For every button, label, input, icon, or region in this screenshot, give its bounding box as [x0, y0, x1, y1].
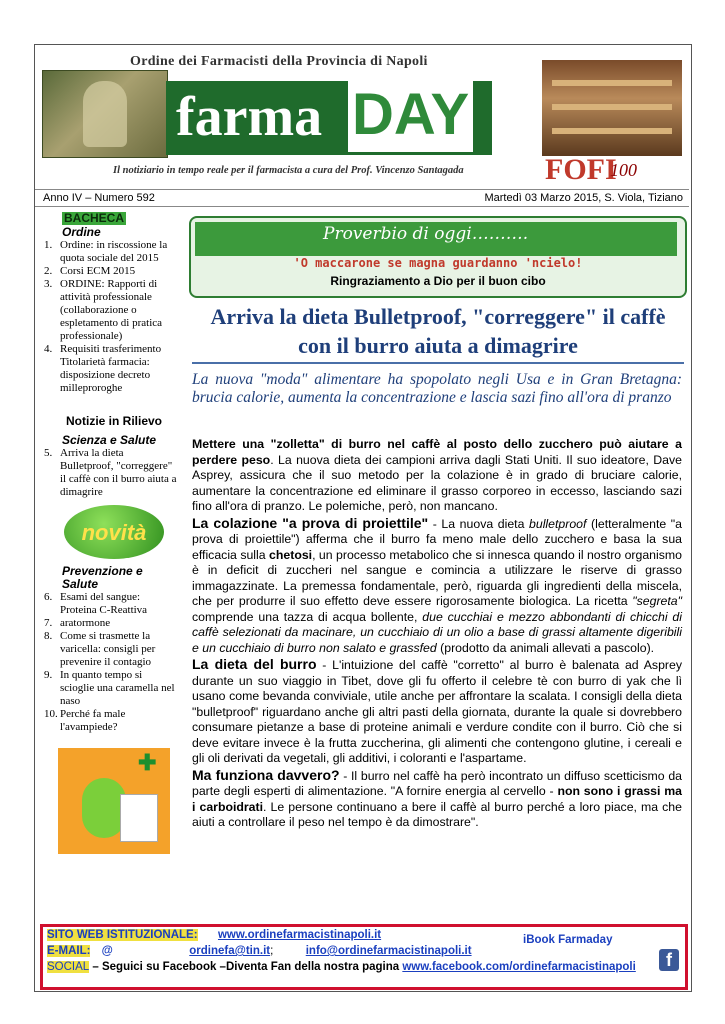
- proverbio-title: Proverbio di oggi……….: [323, 224, 529, 244]
- sito-link[interactable]: www.ordinefarmacistinapoli.it: [217, 929, 382, 941]
- list-item[interactable]: 10. Perché fa male l'avampiede?: [44, 708, 126, 733]
- proverbio-thanks: Ringraziamento a Dio per il buon cibo: [330, 274, 546, 288]
- list-item[interactable]: 3. ORDINE: Rapporti di attività professionale (collaborazione o espletamento di pratica professionale): [44, 278, 163, 342]
- subhead-colazione: La colazione "a prova di proiettile": [192, 514, 429, 531]
- social-label: SOCIAL: [47, 961, 90, 973]
- paragraph-4: Ma funziona davvero? - Il burro nel caffè ha però incontrato un diffuso scetticismo da parte degli esperti di alimentazione. "A fornire energia al cervello - non sono i grassi ma i carboidrati. Le persone continuano a bere il caffè al burro perché a loro piace, ma che aiuti a controllare il peso nel tempo è da dimostrare".: [192, 766, 683, 829]
- list-item[interactable]: 1. Ordine: in riscossione la quota sociale del 2015: [44, 239, 168, 264]
- list-item[interactable]: 5. Arriva la dieta Bulletproof, "correggere" il caffè con il burro aiuta a dimagrire: [44, 447, 177, 498]
- proverbio-box: [189, 216, 687, 298]
- list-item[interactable]: 4. Requisiti trasferimento Titolarietà farmacia: disposizione decreto milleproroghe: [44, 343, 162, 394]
- email-link-1[interactable]: ordinefa@tin.it: [189, 945, 271, 957]
- list-item[interactable]: 9. In quanto tempo si scioglie una caramella nel naso: [44, 669, 175, 707]
- paragraph-3: La dieta del burro - L'intuizione del caffè "corretto" al burro è balenata ad Asprey durante un suo viaggio in Tibet, dove gli fu offerto il celebre tè con burro di yak che lì usano come bevanda conviviale, utile anche per affrontare la scalata. I consigli della dieta "bulletproof" riguardano anche gli altri pasti della giornata, durante la quale si dovrebbero consumare pietanze a base di proteine animali e verdure condite con il burro. Ciò che si deve evitare invece è la frutta zuccherina, gli alimenti che contengono glutine, i cereali e gli oli derivati da vegetali, gli additivi, i coloranti e l'aspartame.: [192, 656, 682, 765]
- at-icon: @: [101, 945, 113, 957]
- scienza-list: [38, 447, 178, 499]
- fofi-100-logo: 100: [610, 160, 637, 180]
- prevenzione-list: [38, 591, 178, 734]
- email-label: E-MAIL:: [47, 945, 91, 957]
- issue-info-bar: [35, 189, 689, 207]
- social-text: – Seguici su Facebook –Diventa Fan della nostra pagina: [89, 961, 403, 973]
- brand-day: DAY: [348, 78, 473, 152]
- ibook-link[interactable]: iBook Farmaday: [523, 934, 613, 946]
- issue-number: Anno IV – Numero 592: [43, 192, 155, 204]
- subhead-funziona: Ma funziona davvero?: [192, 766, 340, 783]
- pharmacy-cross-icon: ✚: [138, 750, 157, 775]
- footer-box: SITO WEB ISTITUZIONALE: www.ordinefarmacistinapoli.it iBook Farmaday E-MAIL: @ ordinefa@tin.it; info@ordinefarmacistinapoli.it SOCIAL – Seguici su Facebook –Diventa Fan della nostra pagina www.facebook.com/ordinefarmacistinapoli f: [40, 924, 688, 990]
- facebook-icon[interactable]: f: [659, 949, 679, 971]
- headline-rule: [192, 362, 684, 364]
- bacheca-title: BACHECA: [64, 211, 124, 225]
- fofi-logo: FOFI: [545, 153, 617, 186]
- prevenzione-heading: Prevenzione e Salute: [62, 564, 143, 591]
- list-item[interactable]: 6. Esami del sangue: Proteina C-Reattiva: [44, 591, 148, 616]
- proverbio-quote: 'O maccarone se magna guardanno 'ncielo!: [293, 256, 583, 270]
- order-seal-logo: [42, 70, 168, 158]
- masthead-subtitle: Il notiziario in tempo reale per il farmacista a cura del Prof. Vincenzo Santagada: [113, 165, 464, 176]
- org-name: Ordine dei Farmacisti della Provincia di Napoli: [130, 54, 428, 69]
- article-deck: La nuova "moda" alimentare ha spopolato negli Usa e in Gran Bretagna: brucia calorie, aumenta la concentrazione e lascia sazi fino all'ora di pranzo: [192, 371, 682, 406]
- scienza-heading: Scienza e Salute: [62, 433, 157, 447]
- issue-date: Martedì 03 Marzo 2015, S. Viola, Tiziano: [484, 192, 683, 204]
- list-item[interactable]: 8. Come si trasmette la varicella: consigli per prevenire il contagio: [44, 630, 156, 668]
- article-body: [192, 437, 682, 832]
- subhead-dieta-burro: La dieta del burro: [192, 656, 317, 672]
- article-headline: Arriva la dieta Bulletproof, "correggere" il caffè con il burro aiuta a dimagrire: [210, 304, 666, 358]
- brand-farma: farma: [176, 86, 323, 148]
- sidebar: [38, 212, 178, 854]
- novita-badge: novità: [64, 505, 164, 559]
- pharmacy-shelves-image: [542, 60, 682, 156]
- paragraph-2: La colazione "a prova di proiettile" - La nuova dieta bulletproof (letteralmente "a prova di proiettile") afferma che il burro fa meno male dello zucchero e basa la sua efficacia sulla chetosi, un processo metabolico che si innesca quando il nostro organismo è in deficit di zuccheri nel sangue e comincia a utilizzare le riserve di grasso immagazzinate. La premessa fondamentale, però, riguarda gli ingredienti della miscela, che per produrre il suo effetto deve essere rigorosamente biologica. La ricetta "segreta" comprende una tazza di acqua bollente, due cucchiai e mezzo abbondanti di chicchi di caffè selezionati da macinare, un cucchiaio di un olio a base di grassi altamente digeribili e un cucchiaio di burro non salato e grassfed (prodotto da animali allevati a pascolo).: [192, 514, 683, 655]
- sito-label: SITO WEB ISTITUZIONALE:: [47, 929, 198, 941]
- rilievo-heading: Notizie in Rilievo: [66, 414, 163, 428]
- ordine-heading: Ordine: [62, 225, 101, 239]
- paragraph-1: Mettere una "zolletta" di burro nel caffè al posto dello zucchero può aiutare a perdere peso. La nuova dieta dei campioni arriva dagli Stati Uniti. Il suo ideatore, Dave Asprey, assicura che il suo metodo per la colazione è in grado di bruciare calorie, aumentare la concentrazione ed eliminare il grasso corporeo in eccesso, lasciando sazi fino all'ora di pranzo. Le polemiche, però, non mancano.: [192, 437, 682, 513]
- list-item[interactable]: 7. aratormone: [44, 617, 111, 629]
- facebook-link[interactable]: www.facebook.com/ordinefarmacistinapoli: [402, 961, 636, 973]
- pharmacist-cartoon-image: [58, 748, 170, 854]
- email-link-2[interactable]: info@ordinefarmacistinapoli.it: [305, 945, 472, 957]
- ordine-list: [38, 239, 178, 395]
- list-item[interactable]: 2. Corsi ECM 2015: [44, 265, 136, 277]
